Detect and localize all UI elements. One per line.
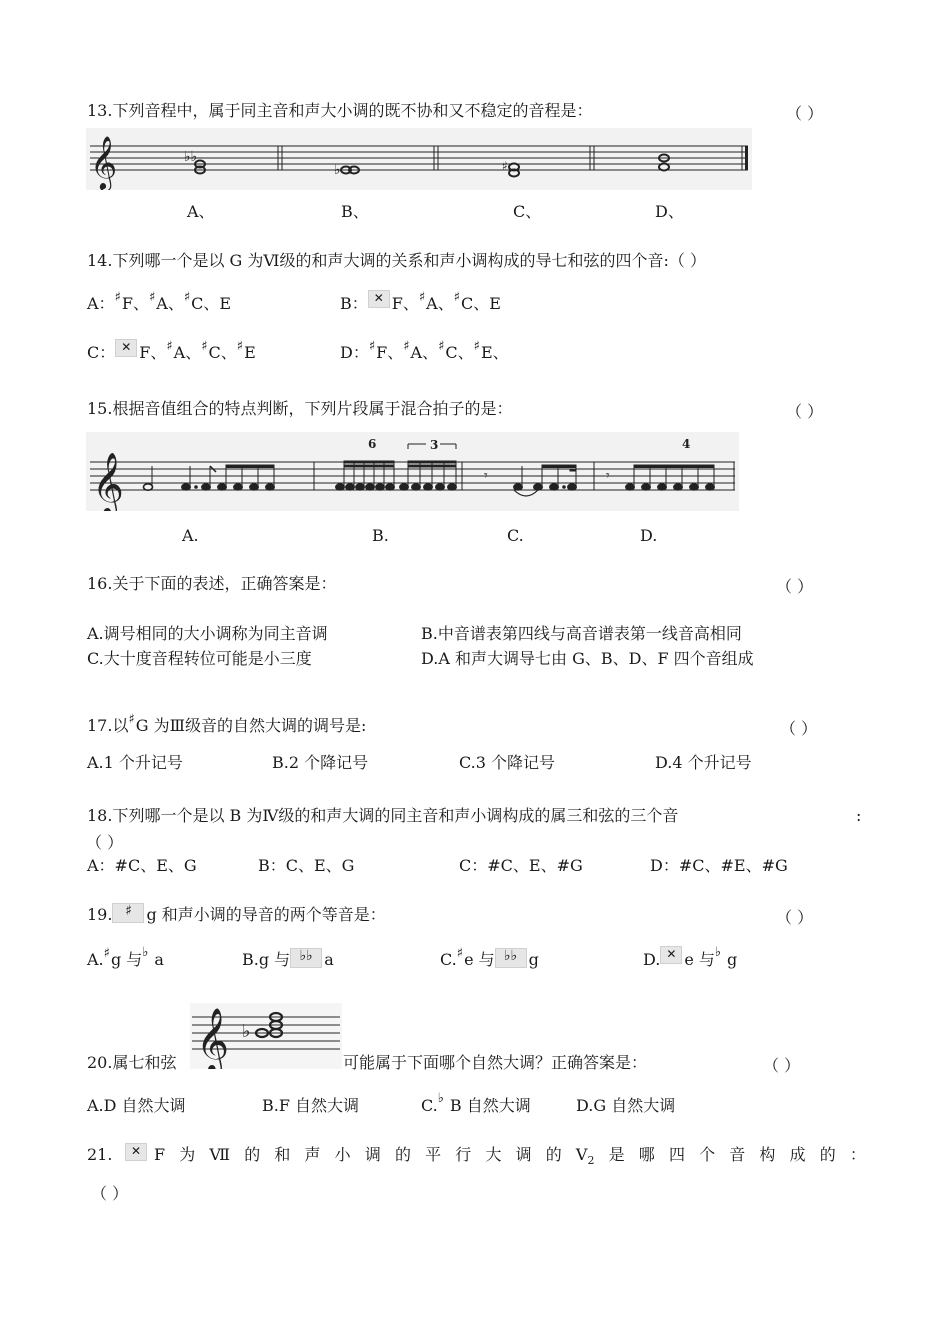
q20-answer-paren[interactable]: （ ） (763, 1056, 801, 1075)
q19-option-a[interactable]: A.♯g 与♭ a (87, 945, 164, 969)
q16-option-c[interactable]: C.大十度音程转位可能是小三度 (87, 649, 312, 668)
q20-option-a[interactable]: A.D 自然大调 (87, 1096, 186, 1115)
svg-text:♭♭: ♭♭ (184, 149, 198, 165)
q15-answer-paren[interactable]: （ ） (786, 402, 824, 421)
q13-label-d: D、 (655, 202, 684, 221)
q17-text: 17.以♯G 为Ⅲ级音的自然大调的调号是: (87, 712, 367, 735)
q18-option-d[interactable]: D：#C、#E、#G (650, 856, 788, 875)
q13-text: 13.下列音程中，属于同主音和声大小调的既不协和又不稳定的音程是： (87, 101, 593, 120)
treble-clef-icon: 𝄞 (90, 135, 118, 189)
svg-text:4: 4 (682, 437, 691, 451)
q19-text: 19. ♯ g 和声小调的导音的两个等音是： (87, 903, 386, 924)
q20-chord-staff (190, 1003, 342, 1069)
q15-label-b: B. (372, 526, 389, 545)
q17-answer-paren[interactable]: （ ） (780, 719, 818, 738)
treble-clef-icon: 𝄞 (92, 452, 124, 511)
eighth-rest-icon: 𝄾 (484, 468, 488, 484)
q14-option-b[interactable]: B： ✕ F、♯A、♯C、E (340, 290, 501, 313)
svg-text:♭: ♭ (242, 1021, 251, 1042)
q19-answer-paren[interactable]: （ ） (776, 908, 814, 927)
q21-answer-paren[interactable]: （ ） (91, 1184, 129, 1203)
q20-chord-svg (190, 1003, 342, 1069)
q18-option-b[interactable]: B：C、E、G (258, 856, 355, 875)
q14-text: 14.下列哪一个是以 G 为Ⅵ级的和声大调的关系和声小调构成的导七和弦的四个音:（ ） (87, 251, 706, 270)
eighth-rest-icon: 𝄾 (606, 468, 610, 484)
q15-staff-svg (86, 432, 739, 511)
q17-option-d[interactable]: D.4 个升记号 (655, 753, 752, 772)
q14-option-d[interactable]: D：♯F、♯A、♯C、♯E、 (340, 339, 509, 362)
q15-text: 15.根据音值组合的特点判断，下列片段属于混合拍子的是： (87, 399, 513, 418)
q13-answer-paren[interactable]: （ ） (786, 104, 824, 123)
svg-text:6: 6 (368, 437, 377, 451)
q15-label-a: A. (182, 526, 199, 545)
q18-answer-paren[interactable]: （ ） (86, 833, 124, 852)
q15-label-c: C. (507, 526, 524, 545)
q14-option-a[interactable]: A：♯F、♯A、♯C、E (87, 290, 232, 313)
treble-clef-icon: 𝄞 (196, 1008, 230, 1069)
double-sharp-icon: ✕ (115, 339, 137, 357)
q14-option-c[interactable]: C： ✕ F、♯A、♯C、♯E (87, 339, 256, 362)
q16-text: 16.关于下面的表述，正确答案是： (87, 574, 337, 593)
q21-number: 21. (87, 1145, 113, 1164)
q17-option-b[interactable]: B.2 个降记号 (272, 753, 369, 772)
q19-option-b[interactable]: B.g 与 ♭♭ a (242, 948, 334, 969)
q20-pre: 20.属七和弦 (87, 1053, 177, 1072)
double-sharp-icon: ✕ (660, 946, 682, 964)
q18-text: 18.下列哪一个是以 B 为Ⅳ级的和声大调的同主音和声小调构成的属三和弦的三个音 (87, 806, 679, 825)
sharp-icon: ♯ (112, 903, 144, 923)
q21-double-sharp-icon: ✕ (125, 1143, 149, 1163)
q13-label-a: A、 (187, 202, 215, 221)
q18-colon: : (856, 806, 862, 825)
q20-option-d[interactable]: D.G 自然大调 (576, 1096, 676, 1115)
q15-label-d: D. (640, 526, 658, 545)
q20-post: 可能属于下面哪个自然大调？正确答案是： (343, 1053, 648, 1072)
q21-text: F 为 Ⅶ 的 和 声 小 调 的 平 行 大 调 的 $V_2$ 是 哪 四 个 音 构 成 的 ： (154, 1145, 866, 1168)
q18-option-a[interactable]: A：#C、E、G (87, 856, 197, 875)
q18-option-c[interactable]: C：#C、E、#G (459, 856, 583, 875)
q19-option-c[interactable]: C.♯e 与 ♭♭ g (440, 946, 539, 969)
svg-text:♯: ♯ (502, 159, 508, 173)
q17-option-c[interactable]: C.3 个降记号 (459, 753, 556, 772)
q19-option-d[interactable]: D. ✕ e 与♭ g (643, 945, 738, 969)
q16-option-b[interactable]: B.中音谱表第四线与高音谱表第一线音高相同 (421, 624, 742, 643)
q16-option-a[interactable]: A.调号相同的大小调称为同主音调 (87, 624, 328, 643)
q16-option-d[interactable]: D.A 和声大调导七由 G、B、D、F 四个音组成 (421, 649, 754, 668)
double-sharp-icon: ✕ (368, 290, 390, 308)
q13-staff (86, 128, 752, 190)
q13-staff-svg (86, 128, 752, 190)
q16-answer-paren[interactable]: （ ） (776, 577, 814, 596)
double-flat-icon: ♭♭ (495, 948, 527, 968)
q15-staff (86, 432, 739, 511)
q17-option-a[interactable]: A.1 个升记号 (87, 753, 183, 772)
q13-label-b: B、 (341, 202, 369, 221)
q20-option-b[interactable]: B.F 自然大调 (262, 1096, 360, 1115)
q13-label-c: C、 (513, 202, 542, 221)
svg-text:3: 3 (430, 438, 439, 452)
q20-option-c[interactable]: C.♭ B 自然大调 (421, 1091, 531, 1115)
double-flat-icon: ♭♭ (290, 948, 322, 968)
svg-text:♭: ♭ (334, 162, 341, 178)
